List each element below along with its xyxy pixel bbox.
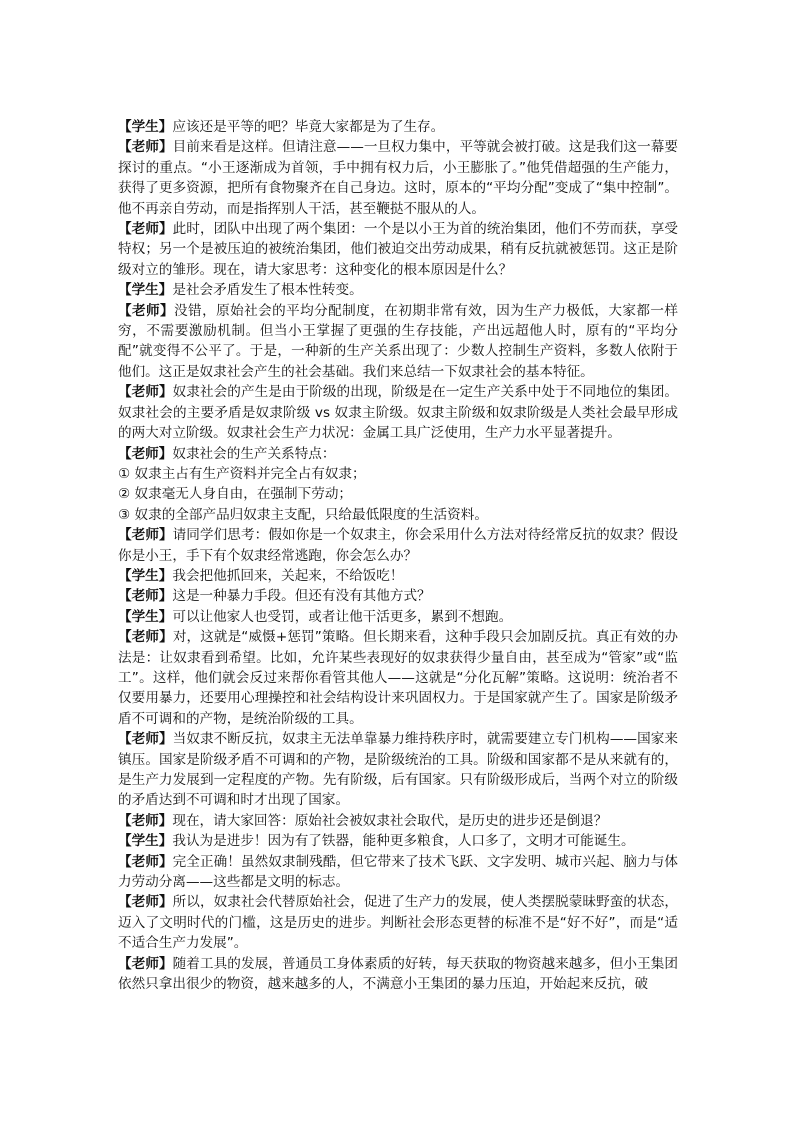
dialogue-paragraph [118, 811, 678, 831]
paragraph-text: 应该还是平等的吧？毕竟大家都是为了生存。 [172, 119, 445, 135]
paragraph-text: 奴隶社会的生产关系特点： [172, 445, 336, 462]
speaker-label: 【老师】 [118, 812, 173, 829]
dialogue-paragraph [118, 464, 678, 484]
speaker-label: 【学生】 [118, 608, 173, 625]
speaker-label: 【老师】 [118, 445, 173, 462]
speaker-label: 【老师】 [118, 955, 173, 972]
paragraph-text: ② 奴隶毫无人身自由，在强制下劳动； [118, 486, 353, 503]
dialogue-paragraph [118, 627, 678, 729]
speaker-label: 【老师】 [118, 731, 173, 748]
paragraph-text: 我会把他抓回来，关起来，不给饭吃！ [172, 567, 404, 584]
dialogue-paragraph [118, 382, 678, 443]
paragraph-text: 当奴隶不断反抗，奴隶主无法单靠暴力维持秩序时，就需要建立专门机构——国家来镇压。国家是阶级矛盾不可调和的产物，是阶级统治的工具。阶级和国家都不是从来就有的，是生产力发展到一定程度的产物。先有阶级，后有国家。只有阶级形成后，当两个对立的阶级的矛盾达到不可调和时才出现了国家。 [118, 731, 679, 809]
speaker-label: 【老师】 [118, 527, 173, 544]
paragraph-text: 没错，原始社会的平均分配制度，在初期非常有效，因为生产力极低，大家都一样穷，不需要激励机制。但当小王掌握了更强的生存技能，产出远超他人时，原有的“平均分配”就变得不公平了。于是，一种新的生产关系出现了：少数人控制生产资料，多数人依附于他们。这正是奴隶社会产生的社会基础。我们来总结一下奴隶社会的基本特征。 [118, 302, 679, 380]
speaker-label: 【学生】 [118, 833, 173, 850]
paragraph-text: 请同学们思考：假如你是一个奴隶主，你会采用什么方法对待经常反抗的奴隶？假设你是小王，手下有个奴隶经常逃跑，你会怎么办？ [118, 527, 678, 564]
paragraph-text: 我认为是进步！因为有了铁器，能种更多粮食，人口多了，文明才可能诞生。 [172, 833, 635, 850]
speaker-label: 【学生】 [118, 282, 173, 299]
speaker-label: 【老师】 [118, 221, 173, 238]
dialogue-paragraph [118, 219, 678, 280]
speaker-label: 【老师】 [118, 139, 173, 156]
paragraph-text: 奴隶社会的产生是由于阶级的出现，阶级是在一定生产关系中处于不同地位的集团。奴隶社会的主要矛盾是奴隶阶级 vs 奴隶主阶级。奴隶主阶级和奴隶阶级是人类社会最早形成的两大对立阶级。奴隶社会生产力状况：金属工具广泛使用，生产力水平显著提升。 [118, 384, 678, 442]
dialogue-paragraph [118, 137, 678, 219]
paragraph-text: 随着工具的发展，普通员工身体素质的好转，每天获取的物资越来越多，但小王集团依然只拿出很少的物资，越来越多的人，不满意小王集团的暴力压迫，开始起来反抗，破 [118, 955, 678, 993]
paragraph-text: 完全正确！虽然奴隶制残酷，但它带来了技术飞跃、文字发明、城市兴起、脑力与体力劳动分离——这些都是文明的标志。 [118, 853, 678, 891]
dialogue-paragraph [118, 117, 678, 137]
dialogue-paragraph [118, 729, 678, 811]
document-page [118, 117, 678, 994]
paragraph-text: 现在，请大家回答：原始社会被奴隶社会取代，是历史的进步还是倒退？ [172, 812, 608, 829]
dialogue-paragraph [118, 852, 678, 893]
dialogue-paragraph [118, 954, 678, 995]
paragraph-text: 是社会矛盾发生了根本性转变。 [172, 282, 363, 299]
speaker-label: 【老师】 [118, 894, 173, 911]
dialogue-paragraph [118, 484, 678, 504]
paragraph-text: 这是一种暴力手段。但还有没有其他方式？ [172, 588, 431, 605]
speaker-label: 【老师】 [118, 384, 173, 401]
speaker-label: 【老师】 [118, 853, 173, 870]
speaker-label: 【老师】 [118, 588, 173, 605]
paragraph-text: 此时，团队中出现了两个集团：一个是以小王为首的统治集团，他们不劳而获，享受特权；另一个是被压迫的被统治集团，他们被迫交出劳动成果，稍有反抗就被惩罚。这正是阶级对立的雏形。现在，请大家思考：这种变化的根本原因是什么？ [118, 221, 678, 278]
dialogue-paragraph [118, 280, 678, 300]
speaker-label: 【学生】 [118, 119, 173, 135]
paragraph-text: 可以让他家人也受罚，或者让他干活更多，累到不想跑。 [172, 608, 513, 625]
dialogue-paragraph [118, 444, 678, 464]
dialogue-paragraph [118, 892, 678, 953]
speaker-label: 【老师】 [118, 629, 173, 646]
paragraph-text: ③ 奴隶的全部产品归奴隶主支配，只给最低限度的生活资料。 [118, 506, 488, 523]
dialogue-paragraph [118, 607, 678, 627]
paragraph-text: 对，这就是“威慑+惩罚”策略。但长期来看，这种手段只会加剧反抗。真正有效的办法是：让奴隶看到希望。比如，允许某些表现好的奴隶获得少量自由，甚至成为“管家”或“监工”。这样，他们就会反过来帮你看管其他人——这就是“分化瓦解”策略。这说明：统治者不仅要用暴力，还要用心理操控和社会结构设计来巩固权力。于是国家就产生了。国家是阶级矛盾不可调和的产物，是统治阶级的工具。 [118, 629, 679, 727]
paragraph-text: 目前来看是这样。但请注意——一旦权力集中，平等就会被打破。这是我们这一幕要探讨的重点。“小王逐渐成为首领，手中拥有权力后，小王膨胀了。”他凭借超强的生产能力，获得了更多资源，把所有食物聚齐在自己身边。这时，原本的“平均分配”变成了“集中控制”。他不再亲自劳动，而是指挥别人干活，甚至鞭挞不服从的人。 [118, 139, 679, 217]
paragraph-text: 所以，奴隶社会代替原始社会，促进了生产力的发展，使人类摆脱蒙昧野蛮的状态，迈入了文明时代的门槛，这是历史的进步。判断社会形态更替的标准不是“好不好”，而是“适不适合生产力发展”。 [118, 894, 678, 952]
dialogue-paragraph [118, 831, 678, 851]
dialogue-paragraph [118, 301, 678, 383]
speaker-label: 【老师】 [118, 302, 175, 319]
dialogue-paragraph [118, 586, 678, 606]
dialogue-paragraph [118, 525, 678, 566]
paragraph-text: ① 奴隶主占有生产资料并完全占有奴隶； [118, 465, 366, 482]
speaker-label: 【学生】 [118, 567, 173, 584]
dialogue-paragraph [118, 566, 678, 586]
dialogue-paragraph [118, 505, 678, 525]
